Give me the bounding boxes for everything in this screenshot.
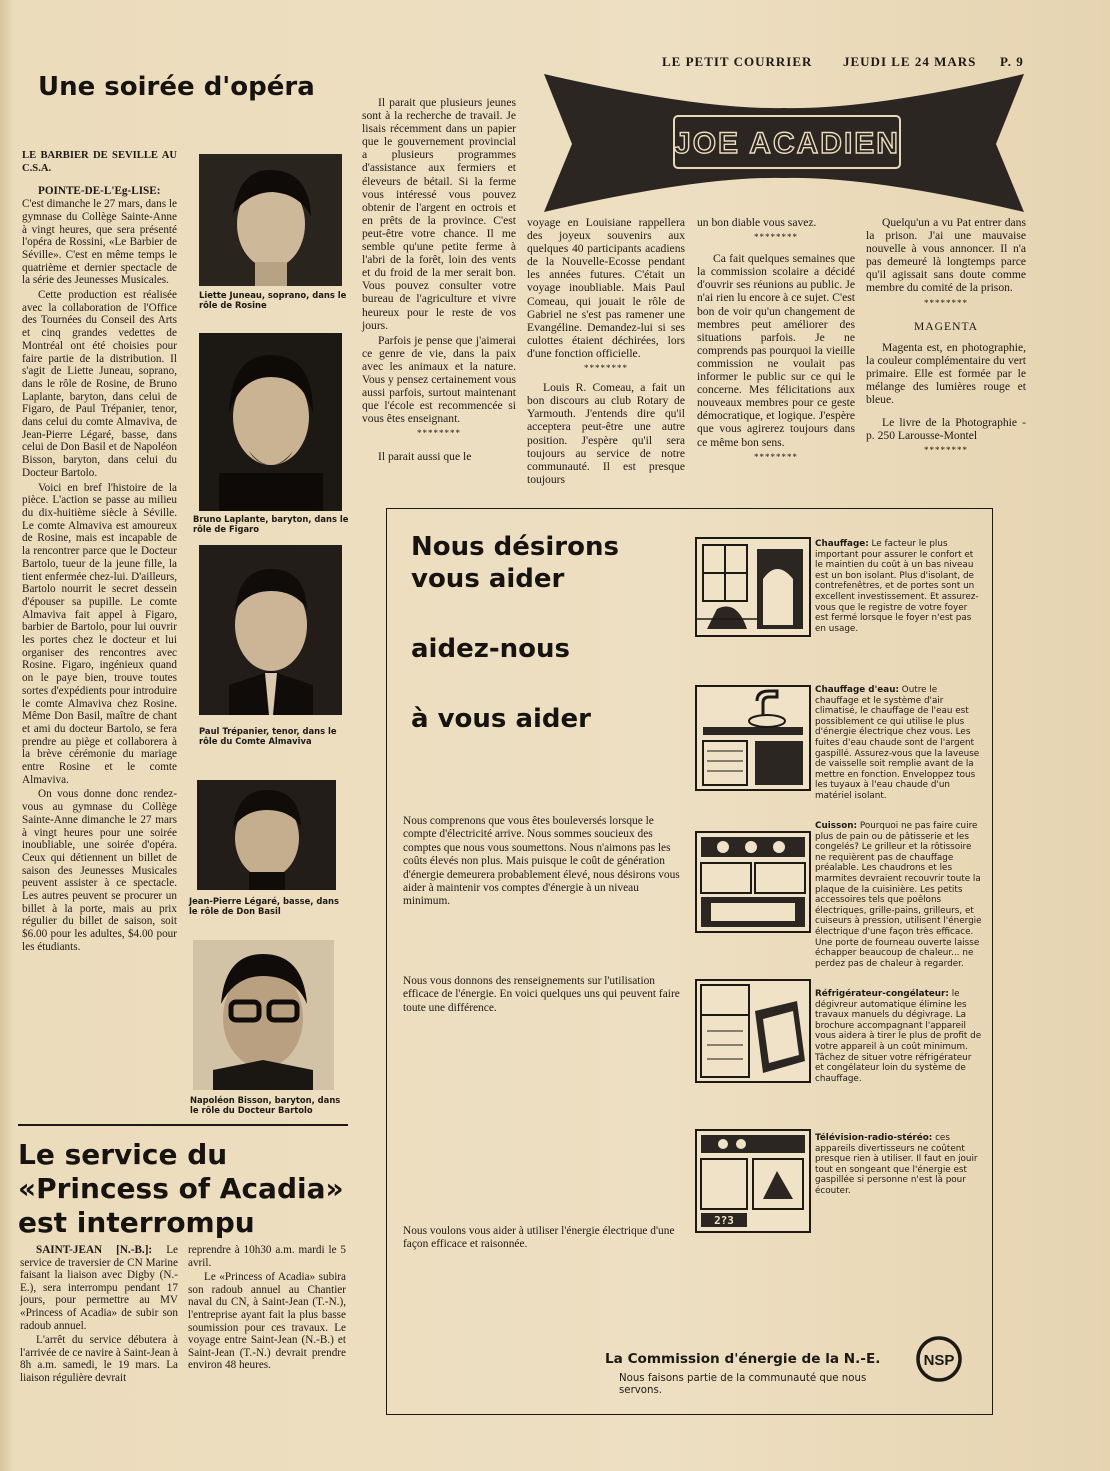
ad-headline-line: aidez-nous xyxy=(411,634,570,664)
portrait-paul-trepanier xyxy=(199,545,342,715)
joe-column-a xyxy=(362,96,516,466)
tip-cooking xyxy=(815,821,983,969)
joe-paragraph: Parfois je pense que j'aimerai ce genre de vie, dans la paix avec les animaux et la nature. Vous y pensez certainement vous aussi parfois, surtout maintenant que l'école est recommencée si vous êtes enseignant. xyxy=(362,333,516,426)
tip-heating xyxy=(815,539,983,634)
magenta-heading: MAGENTA xyxy=(913,319,979,333)
princess-headline xyxy=(18,1138,344,1240)
refrigerator-illustration xyxy=(695,979,811,1083)
opera-text-column xyxy=(22,150,177,956)
princess-dateline: SAINT-JEAN [N.-B.]: xyxy=(36,1244,153,1256)
joe-separator: ******** xyxy=(584,363,628,374)
television-illustration xyxy=(695,1129,811,1233)
joe-acadien-banner xyxy=(540,72,1028,214)
princess-paragraph: reprendre à 10h30 a.m. mardi le 5 avril. xyxy=(188,1244,346,1269)
ad-paragraph: Nous comprenons que vous êtes bouleversés lorsque le compte d'électricité arrive. Nous sommes soucieux des comptes que nous vous soumettons. Nous n'aimons pas les coûts élevés non plus. Mais puisque le coût de génération d'énergie demeurera probablement élevé, nous désirons vous aider à maintenir vos comptes d'énergie à un niveau minimum. xyxy=(403,815,680,908)
princess-headline-line: est interrompu xyxy=(18,1206,255,1239)
caption-paul-trepanier: Paul Trépanier, tenor, dans le rôle du Comte Almaviva xyxy=(199,726,337,746)
tip-water-heating xyxy=(815,685,983,802)
caption-jean-pierre-legare: Jean-Pierre Légaré, basse, dans le rôle de Don Basil xyxy=(189,896,339,916)
princess-column-1 xyxy=(20,1244,178,1387)
ad-tagline: Nous faisons partie de la communauté que nous servons. xyxy=(619,1373,867,1396)
joe-acadien-title: JOE ACADIEN xyxy=(674,127,900,160)
tip-refrigerator xyxy=(815,989,983,1084)
energy-advertisement xyxy=(386,508,993,1415)
princess-paragraph: Le «Princess of Acadia» subira son radoub annuel au Chantier naval du CN, à Saint-Jean (T.-N.), l'entreprise ayant fait la plus basse soumission pour ces travaux. Le voyage entre Saint-Jean (N.-B.) et Saint-Jean (T.-N.) devrait prendre environ 48 heures. xyxy=(188,1271,346,1372)
tip-text: Le facteur le plus important pour assurer le confort et le maintien du coût à un bas niveau est un bon isolant. Plus d'isolant, de contrefenêtres, et de portes sont un excellent investissement. Et assurez-vous que le registre de votre foyer est fermé lorsque le foyer n'est pas en usage. xyxy=(815,539,979,634)
joe-column-b xyxy=(527,216,685,488)
joe-separator: ******** xyxy=(417,428,461,439)
window-fireplace-drawing xyxy=(697,539,809,635)
portrait-image xyxy=(199,545,342,715)
ad-headline-line: vous aider xyxy=(411,564,565,594)
joe-column-d xyxy=(866,216,1026,461)
portrait-image xyxy=(197,780,336,890)
ad-headline-line: à vous aider xyxy=(411,704,591,734)
joe-separator: ******** xyxy=(754,232,798,243)
tip-title: Cuisson: xyxy=(815,821,858,831)
tip-text: Pourquoi ne pas faire cuire plus de pain ou de pâtisserie et les congelés? Le grilleur et la rôtissoire ne requièrent pas de chauffage préalable. Les chaudrons et les marmites devraient recouvrir toute la plaque de la cuisinière. Les petits accessoires tels que poêlons électriques, grille-pains, grilleurs, et cuiseurs à pression, utilisent l'énergie électrique d'une façon très efficace. Une porte de fourneau ouverte laisse échapper beaucoup de chaleur... ne perdez pas de chaleur à regarder. xyxy=(815,821,982,969)
princess-headline-line: Le service du xyxy=(18,1138,228,1171)
portrait-bruno-laplante xyxy=(199,333,342,511)
opera-subhead: LE BARBIER DE SEVILLE AU C.S.A. xyxy=(22,150,177,174)
joe-paragraph: Louis R. Comeau, a fait un bon discours au club Rotary de Yarmouth. J'entends dire qu'il acceptera peut-être une autre position. J'espère qu'il sera toujours au service de notre communauté. Il est presque toujours xyxy=(527,381,685,486)
joe-paragraph: Quelqu'un a vu Pat entrer dans la prison. J'ai une mauvaise nouvelle à vous annoncer. Il n'a pas demeuré là longtemps parce qu'il agissait sans doute comme membre du comité de la prison. xyxy=(866,216,1026,295)
nsp-logo-letters: NSP xyxy=(923,1352,955,1369)
heating-illustration xyxy=(695,537,811,637)
tip-text: ces appareils divertisseurs ne coûtent presque rien à utiliser. Il faut en jouir tout en songeant que l'énergie est gaspillée si personne n'est là pour écouter. xyxy=(815,1133,978,1196)
ad-sponsor: La Commission d'énergie de la N.-E. xyxy=(605,1351,881,1367)
sink-dishwasher-drawing xyxy=(697,687,809,789)
joe-paragraph: Ca fait quelques semaines que la commission scolaire a décidé d'ouvrir ses réunions au public. Je n'ai rien lu encore à ce sujet. C'est bon de voir qu'un changement de membres peut améliorer des situations parfois. Je ne comprends pas pourquoi la vieille commission ne voulait pas informer le public sur ce qui le concerne. Mes félicitations aux nouveaux membres pour ce geste démocratique, et logique. J'espère que vous agirerez toujours dans ce même bon sens. xyxy=(697,252,855,449)
caption-liette-juneau: Liette Juneau, soprano, dans le rôle de Rosine xyxy=(199,290,347,310)
nsp-logo-icon xyxy=(915,1335,963,1383)
joe-paragraph: Il parait que plusieurs jeunes sont à la recherche de travail. Je lisais récemment dans un papier que le gouvernement provincial a plusieurs programmes d'assistance aux fermiers et éleveurs de bétail. Si la ferme vous intéressé vous pouvez obtenir de l'argent en octrois et en prêts de la province. C'est peut-être votre chance. Il me semble qu'une petite ferme à l'abri de la forêt, loin des vents et du froid de la mer serait bon. Vous pouvez consulter votre bureau de l'agriculture et vivre heureux pour le reste de vos jours. xyxy=(362,96,516,332)
opera-paragraph: On vous donne donc rendez-vous au gymnase du Collège Sainte-Anne dimanche le 27 mars à vingt heures pour une soirée inoubliable, une soirée d'opéra. Ceux qui détiennent un billet de saison des Jeunesses Musicales peuvent assister à ce spectacle. Les autres peuvent se procurer un billet à la porte, mais au prix régulier du billet de saison, soit $6.00 pour les adultes, $4.00 pour les étudiants. xyxy=(22,788,177,953)
joe-paragraph: Magenta est, en photographie, la couleur complémentaire du vert primaire. Elle est formée par le mélange des lumières rouge et bleue. xyxy=(866,340,1026,407)
tip-television xyxy=(815,1133,983,1197)
joe-column-c xyxy=(697,216,855,467)
water-heating-illustration xyxy=(695,685,811,791)
joe-citation: Le livre de la Photographie - p. 250 Larousse-Montel xyxy=(866,416,1026,443)
tip-title: Chauffage d'eau: xyxy=(815,685,899,695)
tip-text: le dégivreur automatique élimine les travaux manuels du dégivrage. La brochure accompagnant l'appareil vous aidera à tirer le plus de profit de votre appareil à un coût minimum. Tâchez de situer votre réfrigérateur et congélateur loin du système de chauffage. xyxy=(815,989,982,1084)
tip-title: Télévision-radio-stéréo: xyxy=(815,1133,933,1143)
joe-paragraph: un bon diable vous savez. xyxy=(697,216,817,229)
joe-separator: ******** xyxy=(924,445,968,456)
joe-separator: ******** xyxy=(924,297,968,308)
princess-paragraph: L'arrêt du service débutera à l'arrivée de ce navire à Saint-Jean à 8h a.m. samedi, le 19 mars. La liaison régulière devrait xyxy=(20,1334,178,1384)
portrait-napoleon-bisson xyxy=(193,940,334,1090)
section-divider xyxy=(18,1124,348,1126)
cooking-illustration xyxy=(695,831,811,933)
portrait-image xyxy=(193,940,334,1090)
opera-paragraph: C'est dimanche le 27 mars, dans le gymnase du Collège Sainte-Anne à vingt heures, que sera présenté l'opéra de Rossini, «Le Barbier de Séville». C'est en même temps le quatrième et dernier spectacle de la série des Jeunesses Musicales. xyxy=(22,198,177,287)
ad-paragraph: Nous vous donnons des renseignements sur l'utilisation efficace de l'énergie. En voici quelques uns qui peuvent faire toute une différence. xyxy=(403,975,680,1014)
portrait-liette-juneau xyxy=(199,154,342,286)
tv-stereo-drawing xyxy=(697,1131,809,1231)
portrait-jean-pierre-legare xyxy=(197,780,336,890)
joe-paragraph: Il parait aussi que le xyxy=(378,450,472,464)
fridge-drawing xyxy=(697,981,809,1081)
stove-drawing xyxy=(697,833,809,931)
joe-paragraph: voyage en Louisiane rappellera des joyeux souvenirs aux quelques 40 participants acadiens de la Nouvelle-Ecosse pendant les années futures. C'était un voyage inoubliable. Mais Paul Comeau, qui jouait le rôle de Gabriel ne s'est pas ramener une Evangéline. Demandez-lui si ses culottes étaient déchirées, lors d'une fonction officielle. xyxy=(527,216,685,360)
masthead-page: P. 9 xyxy=(1000,54,1024,69)
tip-text: Outre le chauffage et le système d'air climatisé, le chauffage de l'eau est possiblement ce qui utilise le plus d'énergie électrique chez vous. Les fuites d'eau chaude sont de l'argent gaspillé. Assurez-vous que la laveuse de vaisselle soit remplie avant de la mettre en fonction. Enveloppez tous les tuyaux à l'eau chaude d'un matériel isolant. xyxy=(815,685,980,801)
caption-bruno-laplante: Bruno Laplante, baryton, dans le rôle de Figaro xyxy=(193,514,349,534)
clock-display: 2?3 xyxy=(714,1214,734,1227)
ad-headline-line: Nous désirons xyxy=(411,532,619,562)
portrait-image xyxy=(199,333,342,511)
opera-paragraph: Cette production est réalisée avec la collaboration de l'Office des Tournées du Conseil des Arts et cinq grandes vedettes de Montréal ont été choisies pour faire partie de la distribution. Il s'agit de Liette Juneau, soprano, dans le rôle de Rosine, de Bruno Laplante, baryton, dans celui de Figaro, de Paul Trépanier, tenor, dans celui du comte Almaviva, de Jean-Pierre Légaré, basse, dans celui de Don Basil et de Napoléon Bisson, baryton, dans celui du Docteur Bartolo. xyxy=(22,289,177,479)
princess-column-2 xyxy=(188,1244,346,1374)
caption-napoleon-bisson: Napoléon Bisson, baryton, dans le rôle du Docteur Bartolo xyxy=(190,1095,341,1115)
princess-paragraph: Le service de traversier de CN Marine faisant la liaison avec Digby (N.-E.), sera interrompu pendant 17 jours, pour permettre au MV «Princess of Acadia» de subir son radoub annuel. xyxy=(20,1244,178,1332)
portrait-image xyxy=(199,154,342,286)
opera-paragraph: Voici en bref l'histoire de la pièce. L'action se passe au milieu du dix-huitième siècle à Séville. Le comte Almaviva est amoureux de Rosine, mais est incapable de la rencontrer parce que le Docteur Bartolo, tueur de la jeune fille, la tient enfermée chez-lui. D'ailleurs, Bartolo nourrit le secret dessein d'épouser sa pupille. Le comte Almaviva fait appel à Figaro, barbier de Bartolo, pour lui ouvrir les portes chez le docteur et lui organiser des rencontres avec Rosine. Figaro, ingénieux quand on le paye bien, trouve toutes sortes d'expédients pour introduire le comte Almaviva chez Rosine. Même Don Basil, maître de chant et ami du docteur Bartolo, se fera prendre au piège et collaborera à la brève cérémonie du mariage entre Rosine et le comte Almaviva. xyxy=(22,481,177,786)
opera-headline: Une soirée d'opéra xyxy=(38,72,315,102)
masthead-paper: LE PETIT COURRIER xyxy=(662,54,813,69)
joe-separator: ******** xyxy=(754,451,798,462)
masthead-date: JEUDI LE 24 MARS xyxy=(843,54,977,69)
tip-title: Réfrigérateur-congélateur: xyxy=(815,989,949,999)
tip-title: Chauffage: xyxy=(815,539,869,549)
ad-paragraph: Nous voulons vous aider à utiliser l'énergie électrique d'une façon efficace et raisonnée. xyxy=(403,1225,675,1251)
opera-dateline: POINTE-DE-L'Eg-LISE: xyxy=(38,185,161,198)
princess-headline-line: «Princess of Acadia» xyxy=(18,1172,344,1205)
